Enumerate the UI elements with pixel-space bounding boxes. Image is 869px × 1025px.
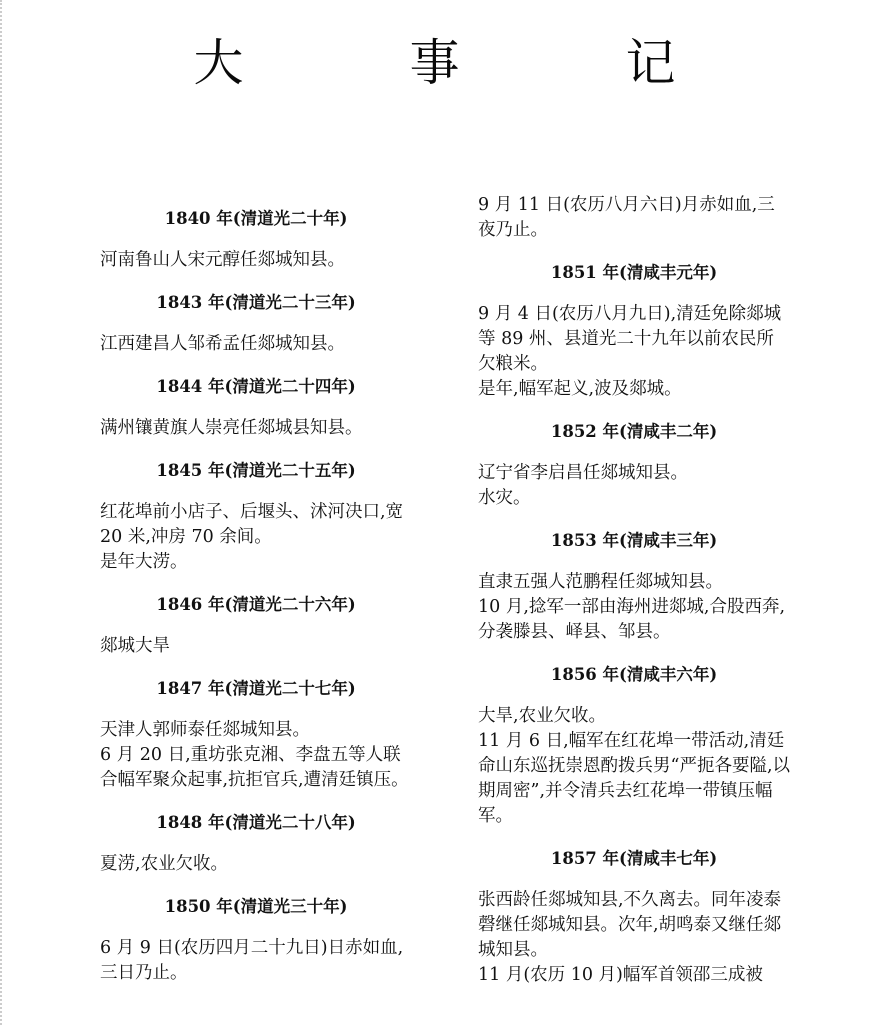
year-heading: 1845 年(清道光二十五年) — [156, 461, 356, 480]
year-heading: 1847 年(清道光二十七年) — [156, 679, 356, 698]
event-paragraph: 天津人郭师泰任郯城知县。 — [100, 720, 310, 740]
event-paragraph: 辽宁省李启昌任郯城知县。 — [478, 463, 688, 483]
event-paragraph: 11 月 6 日,幅军在红花埠一带活动,清廷命山东巡抚崇恩酌拨兵男“严扼各要隘,以期周密”,并令清兵去红花埠一带镇压幅军。 — [478, 731, 791, 826]
event-paragraph: 9 月 11 日(农历八月六日)月赤如血,三夜乃止。 — [478, 195, 775, 240]
event-paragraph: 江西建昌人邹希孟任郯城知县。 — [100, 334, 345, 354]
year-heading: 1840 年(清道光二十年) — [164, 209, 348, 228]
year-heading: 1848 年(清道光二十八年) — [156, 813, 356, 832]
event-paragraph: 是年,幅军起义,波及郯城。 — [478, 379, 682, 399]
event-paragraph: 大旱,农业欠收。 — [478, 706, 607, 726]
event-paragraph: 夏涝,农业欠收。 — [100, 854, 229, 874]
year-heading: 1856 年(清咸丰六年) — [550, 665, 718, 684]
event-paragraph: 满州镶黄旗人崇亮任郯城县知县。 — [100, 418, 363, 438]
year-heading: 1844 年(清道光二十四年) — [156, 377, 356, 396]
right-column — [478, 193, 790, 988]
year-heading: 1857 年(清咸丰七年) — [550, 849, 718, 868]
event-paragraph: 9 月 4 日(农历八月九日),清廷免除郯城等 89 州、县道光二十九年以前农民所欠粮米。 — [478, 304, 782, 374]
event-paragraph: 是年大涝。 — [100, 552, 188, 572]
scan-margin-marks — [0, 0, 12, 1025]
year-heading: 1843 年(清道光二十三年) — [156, 293, 356, 312]
left-column — [100, 206, 412, 986]
year-heading: 1846 年(清道光二十六年) — [156, 595, 356, 614]
event-paragraph: 11 月(农历 10 月)幅军首领邵三成被 — [478, 965, 763, 985]
event-paragraph: 直隶五强人范鹏程任郯城知县。 — [478, 572, 723, 592]
event-paragraph: 6 月 9 日(农历四月二十九日)日赤如血,三日乃止。 — [100, 938, 404, 983]
event-paragraph: 10 月,捻军一部由海州进郯城,合股西奔,分袭滕县、峄县、邹县。 — [478, 597, 786, 642]
event-paragraph: 6 月 20 日,重坊张克湘、李盘五等人联合幅军聚众起事,抗拒官兵,遭清廷镇压。 — [100, 745, 409, 790]
event-paragraph: 郯城大旱 — [100, 636, 170, 656]
event-paragraph: 张西龄任郯城知县,不久离去。同年凌泰磬继任郯城知县。次年,胡鸣泰又继任郯城知县。 — [478, 890, 782, 960]
event-paragraph: 水灾。 — [478, 488, 531, 508]
page-title: 大 事 记 — [193, 34, 734, 92]
event-paragraph: 河南鲁山人宋元醇任郯城知县。 — [100, 250, 345, 270]
year-heading: 1851 年(清咸丰元年) — [550, 263, 718, 282]
year-heading: 1853 年(清咸丰三年) — [550, 531, 718, 550]
year-heading: 1850 年(清道光三十年) — [164, 897, 348, 916]
year-heading: 1852 年(清咸丰二年) — [550, 422, 718, 441]
event-paragraph: 红花埠前小店子、后堰头、沭河决口,宽20 米,冲房 70 余间。 — [100, 502, 404, 547]
